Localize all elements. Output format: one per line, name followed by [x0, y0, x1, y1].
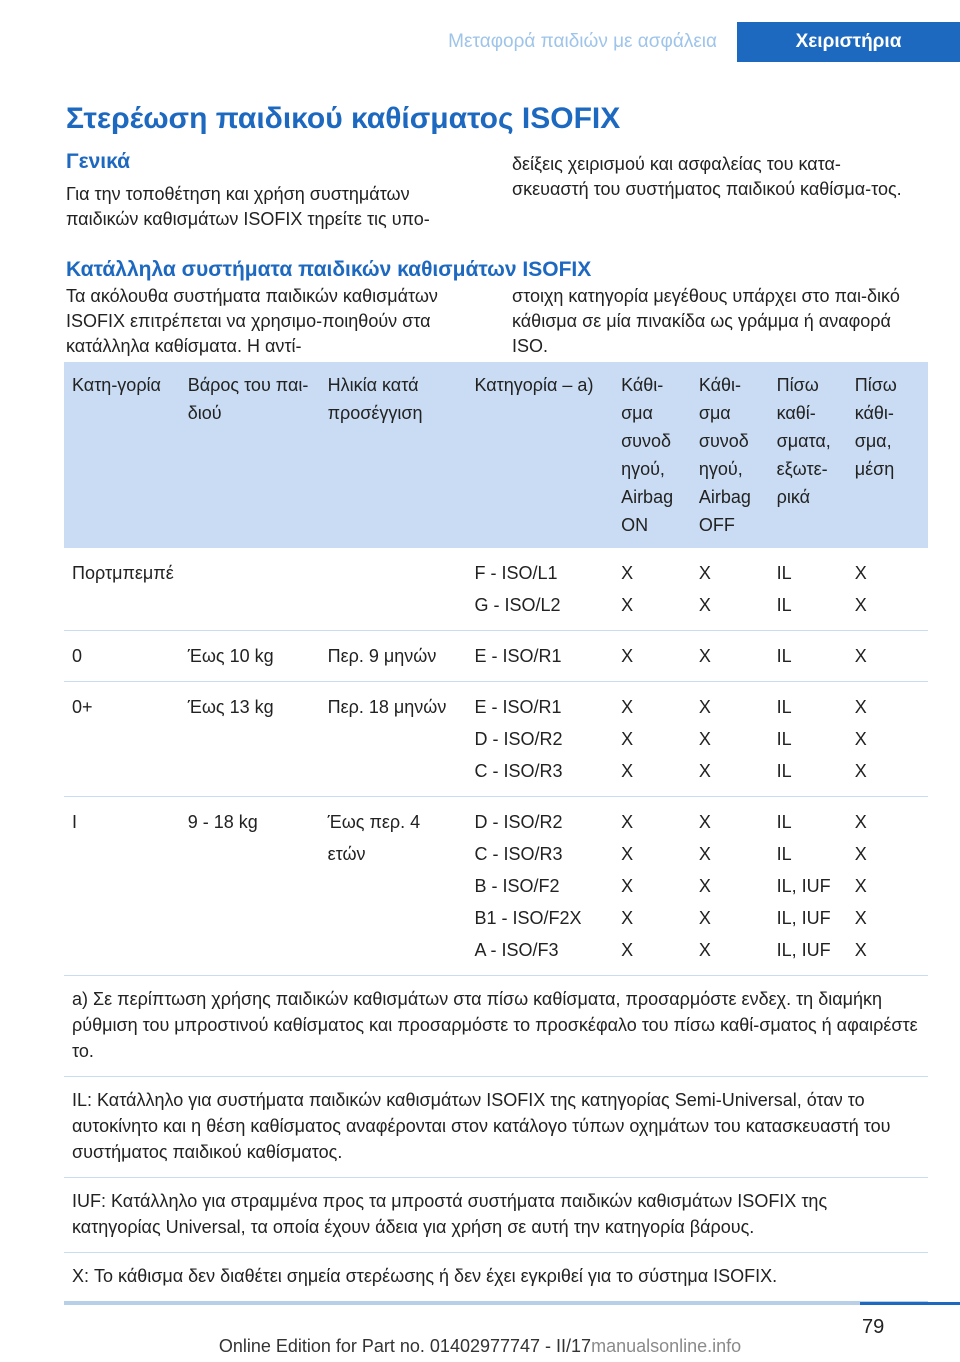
cell-age: Περ. 18 μηνών: [320, 682, 467, 797]
cell-rear-outer: [769, 548, 847, 631]
cell-class: [466, 631, 613, 682]
cell-rear-outer-line: IL: [776, 563, 792, 583]
cell-rear-middle: [847, 548, 928, 631]
cell-airbag-on: [613, 548, 691, 631]
cell-airbag-off-line: X: [698, 761, 711, 781]
table-note: X: Το κάθισμα δεν διαθέτει σημεία στερέωσης ή δεν έχει εγκριθεί για το σύστημα ISOFIX.: [64, 1253, 928, 1304]
cell-airbag-off-line: X: [698, 844, 711, 864]
cell-airbag-on-line: X: [621, 761, 634, 781]
cell-airbag-on-line: X: [621, 729, 634, 749]
cell-airbag-on-line: X: [621, 844, 634, 864]
cell-rear-middle-line: X: [854, 908, 867, 928]
cell-class-line: C - ISO/R3: [474, 761, 563, 781]
cell-airbag-off-line: X: [698, 812, 711, 832]
cell-rear-middle-line: X: [854, 761, 867, 781]
cell-class-line: E - ISO/R1: [474, 697, 562, 717]
cell-age: [320, 548, 467, 631]
cell-rear-outer: [769, 682, 847, 797]
footer-edition: Online Edition for Part no. 01402977747 - II/17: [218, 1336, 592, 1356]
col-header-rear-middle: Πίσω κάθι-σμα, μέση: [847, 362, 928, 548]
cell-category: Πορτμπεμπέ: [64, 548, 180, 631]
cell-category: I: [64, 797, 180, 976]
cell-rear-middle: [847, 631, 928, 682]
col-header-category: Κατη-γορία: [64, 362, 180, 548]
cell-airbag-on-line: X: [621, 563, 634, 583]
table-note: IL: Κατάλληλο για συστήματα παιδικών καθισμάτων ISOFIX της κατηγορίας Semi-Universal, όταν το αυτοκίνητο και η θέση καθίσματος αναφέρονται στον κατάλογο τύπων οχημάτων του κατασκευαστή του συστήματος παιδικού καθίσματος.: [64, 1077, 928, 1178]
cell-weight: Έως 13 kg: [180, 682, 320, 797]
col-header-age: Ηλικία κατά προσέγγιση: [320, 362, 467, 548]
cell-airbag-on-line: X: [621, 908, 634, 928]
suitable-text-right: στοιχη κατηγορία μεγέθους υπάρχει στο παι-δικό κάθισμα σε μία πινακίδα ως γράμμα ή αναφορά ISO.: [512, 286, 900, 356]
col-header-airbag-on: Κάθι-σμα συνοδ ηγού, Airbag ON: [613, 362, 691, 548]
cell-class-line: F - ISO/L1: [474, 563, 558, 583]
table-note-row: [64, 1253, 928, 1304]
footer: [0, 1336, 960, 1357]
cell-airbag-off: [691, 682, 769, 797]
cell-airbag-off-line: X: [698, 646, 711, 666]
cell-rear-outer-line: IL, IUF: [776, 940, 831, 960]
cell-airbag-on: [613, 797, 691, 976]
col-header-weight: Βάρος του παι-διού: [180, 362, 320, 548]
cell-class-line: A - ISO/F3: [474, 940, 559, 960]
cell-rear-middle-line: X: [854, 812, 867, 832]
cell-rear-outer-line: IL: [776, 761, 792, 781]
cell-airbag-on-line: X: [621, 812, 634, 832]
header-section-label: Μεταφορά παιδιών με ασφάλεια: [448, 31, 717, 52]
cell-airbag-off: [691, 631, 769, 682]
col-header-class: Κατηγορία – a): [466, 362, 613, 548]
cell-airbag-off: [691, 548, 769, 631]
cell-rear-middle-line: X: [854, 646, 867, 666]
cell-rear-middle-line: X: [854, 876, 867, 896]
cell-class-line: G - ISO/L2: [474, 595, 561, 615]
table-row: [64, 797, 928, 976]
cell-class-line: B1 - ISO/F2X: [474, 908, 582, 928]
cell-class-line: D - ISO/R2: [474, 729, 563, 749]
cell-airbag-off-line: X: [698, 729, 711, 749]
cell-airbag-off-line: X: [698, 563, 711, 583]
footer-watermark: manualsonline.info: [591, 1336, 742, 1356]
cell-airbag-off-line: X: [698, 908, 711, 928]
page-number: 79: [862, 1316, 885, 1338]
table-note-row: [64, 1178, 928, 1253]
cell-airbag-off-line: X: [698, 940, 711, 960]
cell-class-line: B - ISO/F2: [474, 876, 560, 896]
table-row: [64, 548, 928, 631]
cell-class-line: E - ISO/R1: [474, 646, 562, 666]
header-section: [0, 22, 733, 62]
cell-age: Έως περ. 4 ετών: [320, 797, 467, 976]
general-text-right: δείξεις χειρισμού και ασφαλείας του κατα-σκευαστή του συστήματος παιδικού καθίσμα-τος.: [512, 154, 902, 199]
cell-airbag-off: [691, 797, 769, 976]
cell-age: Περ. 9 μηνών: [320, 631, 467, 682]
table-row: [64, 682, 928, 797]
cell-rear-middle-line: X: [854, 844, 867, 864]
cell-rear-outer-line: IL: [776, 595, 792, 615]
cell-airbag-on-line: X: [621, 646, 634, 666]
cell-category: 0: [64, 631, 180, 682]
cell-class-line: C - ISO/R3: [474, 844, 563, 864]
cell-class: [466, 797, 613, 976]
general-text-left: Για την τοποθέτηση και χρήση συστημάτων παιδικών καθισμάτων ISOFIX τηρείτε τις υπο-: [66, 184, 430, 229]
suitable-heading: Κατάλληλα συστήματα παιδικών καθισμάτων ISOFIX: [66, 258, 592, 281]
col-header-airbag-off: Κάθι-σμα συνοδ ηγού, Airbag OFF: [691, 362, 769, 548]
cell-rear-outer-line: IL: [776, 697, 792, 717]
cell-rear-outer-line: IL, IUF: [776, 876, 831, 896]
cell-class-line: D - ISO/R2: [474, 812, 563, 832]
general-heading: Γενικά: [66, 150, 131, 173]
table-row: [64, 631, 928, 682]
header-chapter-tab[interactable]: Χειριστήρια: [737, 22, 960, 62]
table-header-row: [64, 362, 928, 548]
cell-rear-middle: [847, 797, 928, 976]
cell-rear-outer-line: IL: [776, 812, 792, 832]
cell-category: 0+: [64, 682, 180, 797]
cell-class: [466, 682, 613, 797]
page-number-rule: [860, 1302, 960, 1305]
cell-rear-outer-line: IL, IUF: [776, 908, 831, 928]
cell-airbag-on-line: X: [621, 595, 634, 615]
suitable-text-left: Τα ακόλουθα συστήματα παιδικών καθισμάτων ISOFIX επιτρέπεται να χρησιμο-ποιηθούν στα κατάλληλα καθίσματα. Η αντί-: [66, 286, 438, 356]
cell-rear-outer: [769, 631, 847, 682]
cell-rear-middle: [847, 682, 928, 797]
cell-airbag-on: [613, 631, 691, 682]
table-note: IUF: Κατάλληλο για στραμμένα προς τα μπροστά συστήματα παιδικών καθισμάτων ISOFIX της κατηγορίας Universal, τα οποία έχουν άδεια για χρήση σε αυτή την κατηγορία βάρους.: [64, 1178, 928, 1253]
col-header-rear-outer: Πίσω καθί-σματα, εξωτε-ρικά: [769, 362, 847, 548]
table-note: a) Σε περίπτωση χρήσης παιδικών καθισμάτων στα πίσω καθίσματα, προσαρμόστε ενδεχ. τη διαμήκη ρύθμιση του μπροστινού καθίσματος και προσαρμόστε το προσκέφαλο του πίσω καθί-σματος ή αφαιρέστε το.: [64, 976, 928, 1077]
cell-weight: 9 - 18 kg: [180, 797, 320, 976]
cell-airbag-on: [613, 682, 691, 797]
cell-rear-outer-line: IL: [776, 844, 792, 864]
cell-rear-middle-line: X: [854, 940, 867, 960]
cell-rear-middle-line: X: [854, 595, 867, 615]
cell-rear-outer-line: IL: [776, 729, 792, 749]
table-note-row: [64, 1077, 928, 1178]
cell-airbag-off-line: X: [698, 697, 711, 717]
cell-airbag-off-line: X: [698, 595, 711, 615]
cell-airbag-on-line: X: [621, 876, 634, 896]
cell-rear-outer: [769, 797, 847, 976]
cell-rear-middle-line: X: [854, 563, 867, 583]
cell-weight: Έως 10 kg: [180, 631, 320, 682]
cell-weight: [180, 548, 320, 631]
cell-rear-middle-line: X: [854, 729, 867, 749]
page-title: Στερέωση παιδικού καθίσματος ISOFIX: [66, 102, 621, 135]
cell-airbag-on-line: X: [621, 940, 634, 960]
cell-class: [466, 548, 613, 631]
cell-rear-outer-line: IL: [776, 646, 792, 666]
cell-airbag-off-line: X: [698, 876, 711, 896]
isofix-table: [64, 362, 928, 1305]
cell-airbag-on-line: X: [621, 697, 634, 717]
table-note-row: [64, 976, 928, 1077]
cell-rear-middle-line: X: [854, 697, 867, 717]
